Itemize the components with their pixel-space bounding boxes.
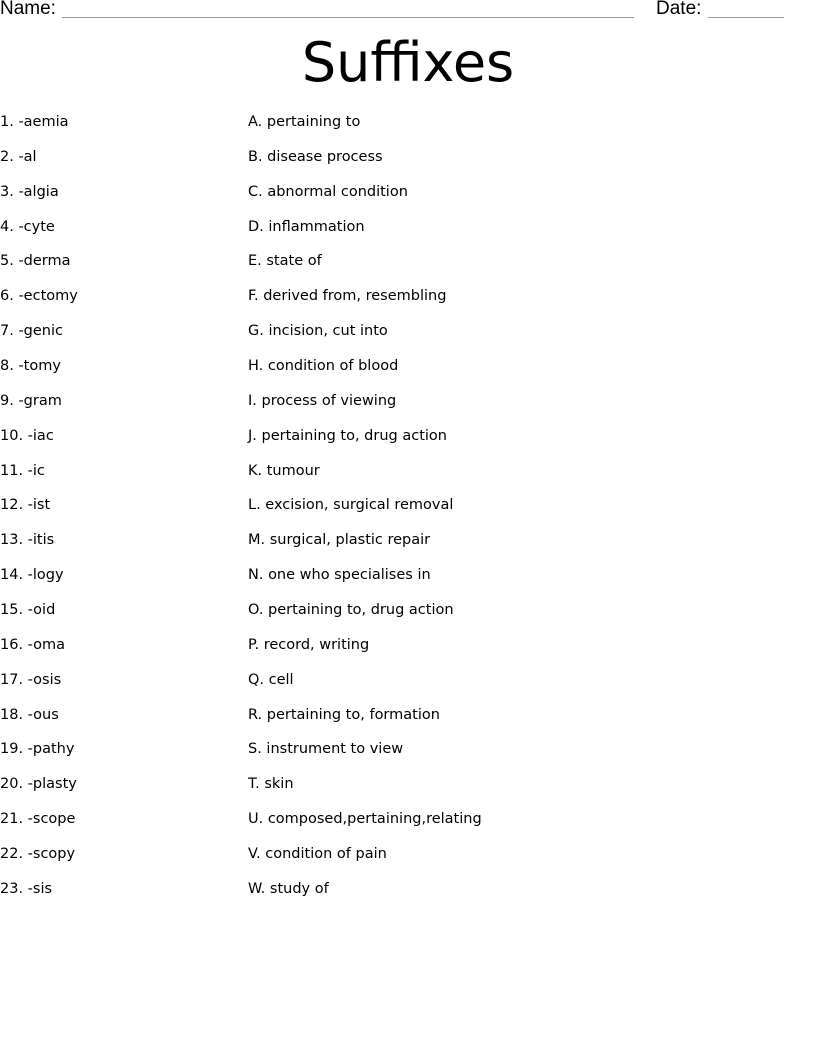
- definition-item: G. incision, cut into: [248, 323, 388, 340]
- definition-item: A. pertaining to: [248, 114, 361, 130]
- name-blank-line: [62, 17, 634, 18]
- term-item: 23. -sis: [0, 880, 53, 897]
- definition-item: D. inflammation: [248, 218, 365, 235]
- definition-item: F. derived from, resembling: [248, 288, 447, 305]
- term-item: 8. -tomy: [0, 358, 61, 375]
- worksheet-header: [0, 0, 816, 22]
- definitions-list: [248, 110, 808, 912]
- term-item: 15. -oid: [0, 602, 56, 619]
- term-item: 12. -ist: [0, 497, 51, 514]
- definition-item: K. tumour: [248, 462, 320, 479]
- term-item: 18. -ous: [0, 706, 59, 723]
- definition-item: E. state of: [248, 253, 322, 270]
- term-item: 17. -osis: [0, 671, 62, 688]
- definition-item: V. condition of pain: [248, 846, 387, 863]
- definition-item: O. pertaining to, drug action: [248, 602, 454, 619]
- definition-item: W. study of: [248, 880, 329, 897]
- term-item: 11. -ic: [0, 462, 45, 479]
- term-item: 7. -genic: [0, 323, 63, 340]
- term-item: 3. -algia: [0, 183, 59, 200]
- date-blank-line: [708, 17, 784, 18]
- definition-item: B. disease process: [248, 148, 383, 165]
- term-item: 4. -cyte: [0, 218, 55, 235]
- term-item: 19. -pathy: [0, 741, 75, 758]
- term-item: 10. -iac: [0, 427, 54, 444]
- definition-item: H. condition of blood: [248, 358, 399, 375]
- page-title: Suffixes: [301, 31, 515, 94]
- definition-item: Q. cell: [248, 671, 294, 688]
- term-item: 2. -al: [0, 148, 37, 165]
- definition-item: S. instrument to view: [248, 741, 404, 758]
- term-item: 9. -gram: [0, 392, 62, 409]
- term-item: 22. -scopy: [0, 846, 76, 863]
- definition-item: C. abnormal condition: [248, 183, 408, 200]
- term-item: 5. -derma: [0, 253, 71, 270]
- term-item: 16. -oma: [0, 636, 66, 653]
- date-label: Date:: [656, 0, 702, 19]
- term-item: 14. -logy: [0, 567, 64, 584]
- definition-item: P. record, writing: [248, 636, 370, 653]
- definition-item: J. pertaining to, drug action: [248, 427, 447, 444]
- definition-item: U. composed,pertaining,relating: [248, 811, 482, 828]
- definition-item: T. skin: [248, 776, 294, 793]
- term-item: 20. -plasty: [0, 776, 77, 793]
- definition-item: N. one who specialises in: [248, 567, 431, 584]
- term-item: 1. -aemia: [0, 114, 69, 130]
- definition-item: M. surgical, plastic repair: [248, 532, 431, 549]
- term-item: 13. -itis: [0, 532, 55, 549]
- terms-list: [0, 110, 240, 912]
- definition-item: R. pertaining to, formation: [248, 706, 440, 723]
- definition-item: L. excision, surgical removal: [248, 497, 454, 514]
- name-label: Name:: [0, 0, 56, 19]
- term-item: 21. -scope: [0, 811, 76, 828]
- term-item: 6. -ectomy: [0, 288, 78, 305]
- definition-item: I. process of viewing: [248, 392, 397, 409]
